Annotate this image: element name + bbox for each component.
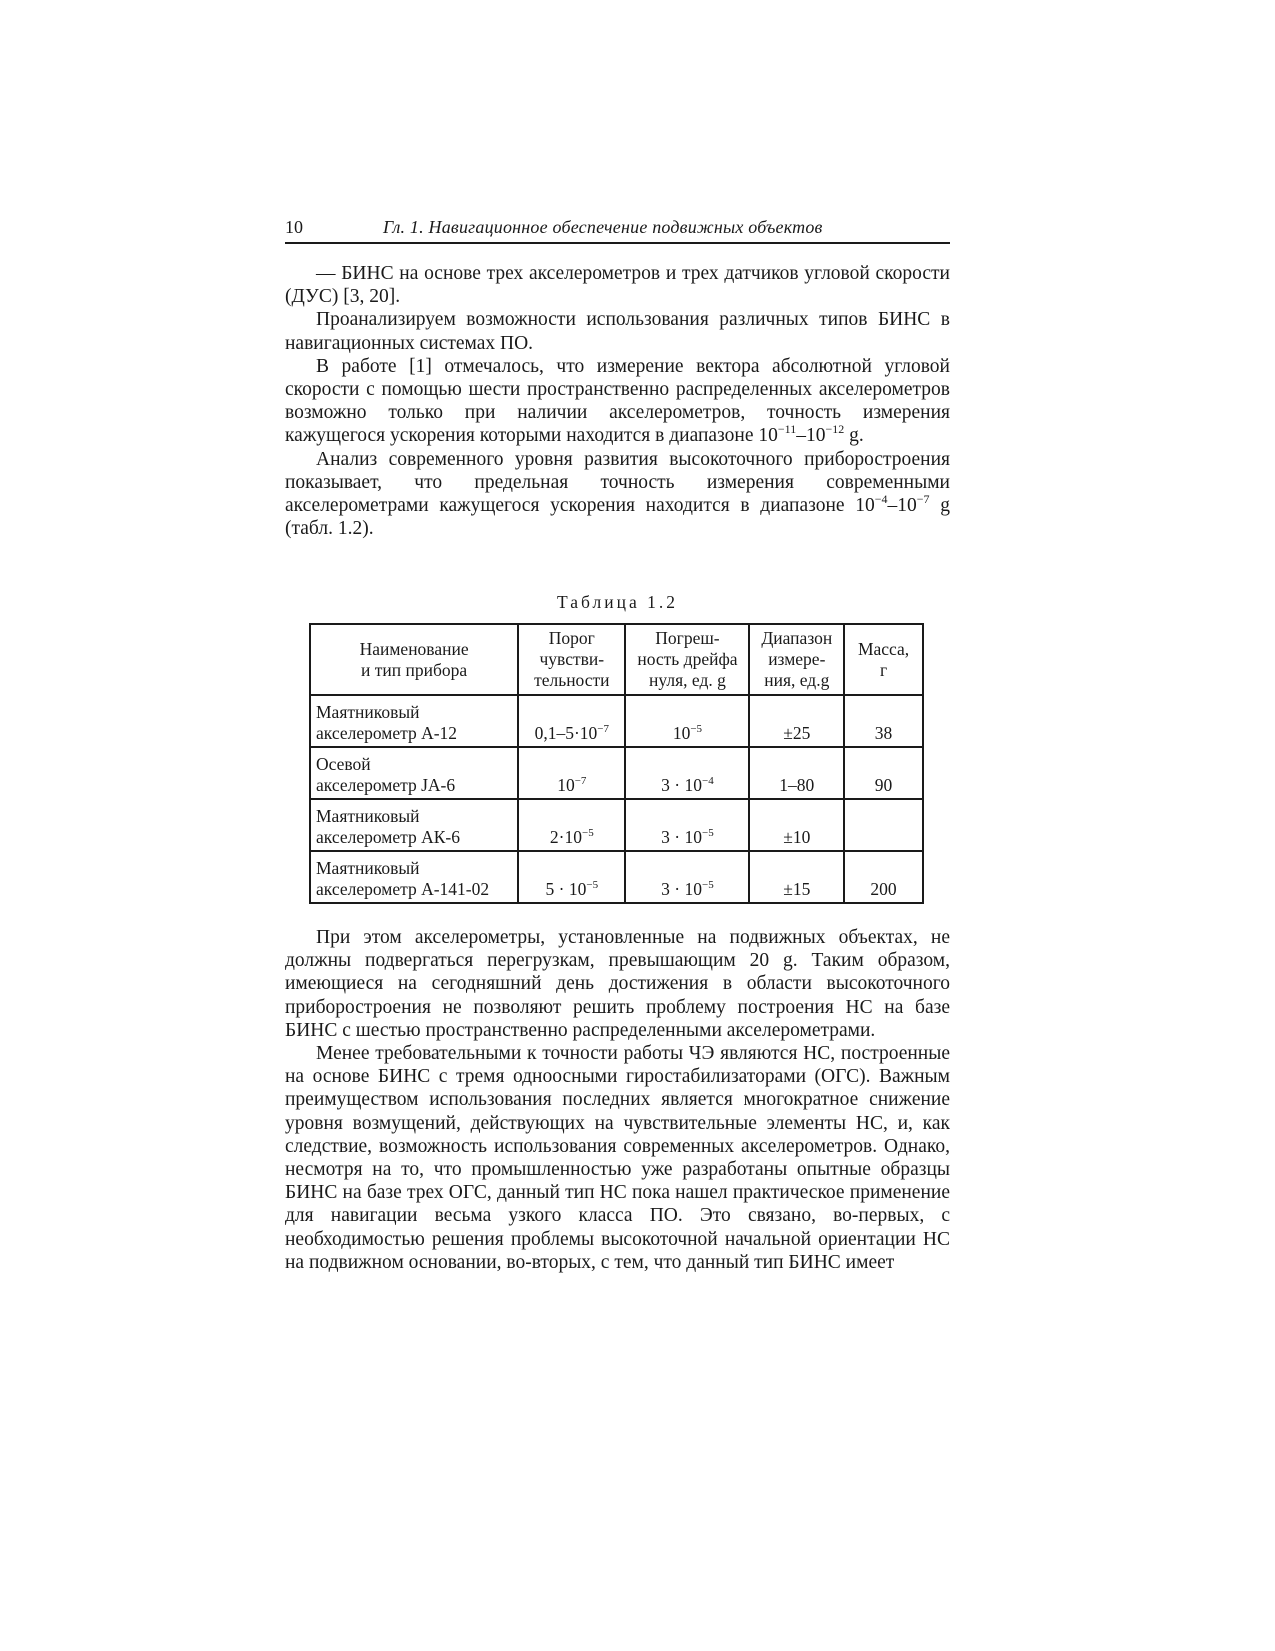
paragraph: Проанализируем возможности использования различных типов БИНС в навигационных системах ПО. xyxy=(285,309,950,354)
paragraph: В работе [1] отмечалось, что измерение вектора абсолютной угловой скорости с помощью шести пространственно распределенных акселерометров возможно только при наличии акселерометров, точность измерения кажущегося ускорения которыми находится в диапазоне $10^{-11}-10^{-12}$ g. xyxy=(285,355,950,447)
paragraph: Анализ современного уровня развития высокоточного приборостроения показывает, что предельная точность измерения современными акселерометрами кажущегося ускорения находится в диапазоне $10^{-4}-10^{-7}$ g (табл. 1.2). xyxy=(285,448,950,540)
cell-sensitivity-threshold: $10^{-7}$ xyxy=(518,747,625,799)
paragraph: При этом акселерометры, установленные на подвижных объектах, не должны подвергаться перегрузкам, превышающим 20 g. Таким образом, имеющиеся на сегодняшний день достижения в области высокоточного приборостроения не позволяют решить проблему построения НС на базе БИНС с шестью пространственно распределенными акселерометрами. xyxy=(285,927,950,1041)
body-text-bottom xyxy=(285,926,950,1274)
cell-device-name: Осевой акселерометр JA-6 xyxy=(310,747,518,799)
cell-mass: 90 xyxy=(844,747,923,799)
cell-measurement-range: ±25 xyxy=(749,695,844,747)
table-row xyxy=(310,799,923,851)
table-caption: Таблица 1.2 xyxy=(557,592,678,612)
cell-device-name: Маятниковый акселерометр АК-6 xyxy=(310,799,518,851)
table-row xyxy=(310,747,923,799)
cell-measurement-range: 1–80 xyxy=(749,747,844,799)
table-row xyxy=(310,695,923,747)
header-zero-drift-error: Погреш- ность дрейфа нуля, ед. g xyxy=(625,624,749,695)
cell-zero-drift-error: $10^{-5}$ xyxy=(625,695,749,747)
table-row xyxy=(310,851,923,903)
header-mass: Масса, г xyxy=(844,624,923,695)
header-measurement-range: Диапазон измере- ния, ед.g xyxy=(749,624,844,695)
cell-measurement-range: ±10 xyxy=(749,799,844,851)
cell-sensitivity-threshold: $0,1-5\cdot 10^{-7}$ xyxy=(518,695,625,747)
running-head xyxy=(285,216,950,244)
cell-zero-drift-error: $3 \cdot 10^{-5}$ xyxy=(625,851,749,903)
cell-zero-drift-error: $3 \cdot 10^{-4}$ xyxy=(625,747,749,799)
cell-zero-drift-error: $3 \cdot 10^{-5}$ xyxy=(625,799,749,851)
header-device-name: Наименование и тип прибора xyxy=(310,624,518,695)
body-text-top xyxy=(285,262,950,540)
book-page xyxy=(285,0,950,1651)
accelerometer-specs-table xyxy=(309,623,924,904)
cell-sensitivity-threshold: $2\cdot 10^{-5}$ xyxy=(518,799,625,851)
chapter-title: Гл. 1. Навигационное обеспечение подвижных объектов xyxy=(383,217,823,237)
paragraph: — БИНС на основе трех акселерометров и трех датчиков угловой скорости (ДУС) [3, 20]. xyxy=(285,263,950,308)
page-number: 10 xyxy=(285,217,303,237)
cell-measurement-range: ±15 xyxy=(749,851,844,903)
cell-mass xyxy=(844,799,923,851)
cell-sensitivity-threshold: $5 \cdot 10^{-5}$ xyxy=(518,851,625,903)
cell-device-name: Маятниковый акселерометр А-141-02 xyxy=(310,851,518,903)
cell-mass: 38 xyxy=(844,695,923,747)
header-sensitivity-threshold: Порог чувстви- тельности xyxy=(518,624,625,695)
table-header-row xyxy=(310,624,923,695)
paragraph: Менее требовательными к точности работы ЧЭ являются НС, построенные на основе БИНС с тремя одноосными гиростабилизаторами (ОГС). Важным преимуществом использования последних является многократное снижение уровня возмущений, действующих на чувствительные элементы НС, и, как следствие, возможность использования современных акселерометров. Однако, несмотря на то, что промышленностью уже разработаны опытные образцы БИНС на базе трех ОГС, данный тип НС пока нашел практическое применение для навигации весьма узкого класса ПО. Это связано, во-первых, с необходимостью решения проблемы высокоточной начальной ориентации НС на подвижном основании, во-вторых, с тем, что данный тип БИНС имеет xyxy=(285,1043,950,1273)
cell-mass: 200 xyxy=(844,851,923,903)
cell-device-name: Маятниковый акселерометр А-12 xyxy=(310,695,518,747)
